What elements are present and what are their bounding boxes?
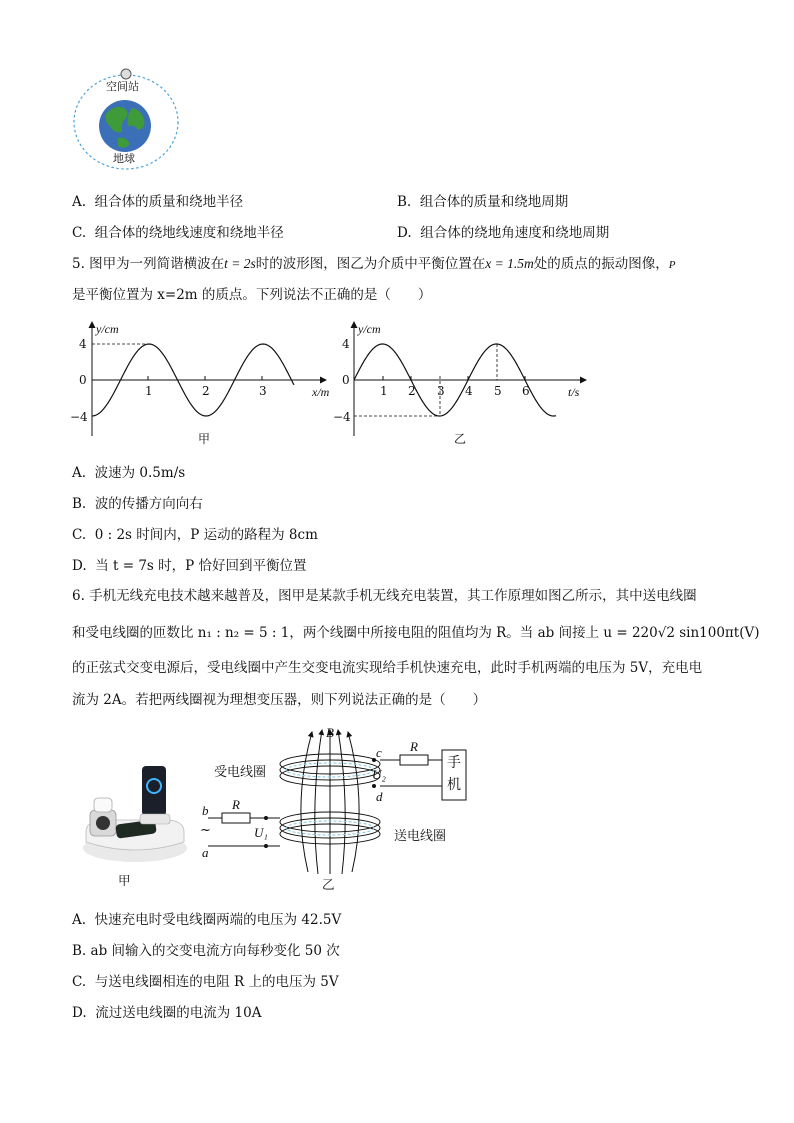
vibration-graph-yi	[333, 316, 596, 450]
yi-x-tick-4: 4	[465, 384, 473, 398]
yi-y-label: y/cm	[358, 322, 381, 336]
q6-option-a	[72, 911, 341, 929]
q6-option-b	[72, 942, 340, 960]
space-station-label: 空间站	[106, 80, 139, 93]
coil-circuit-diagram	[196, 724, 476, 896]
q5-option-d	[72, 557, 307, 575]
jia-caption: 甲	[198, 432, 211, 446]
wireless-charger-photo	[80, 762, 190, 868]
field-line	[315, 730, 322, 874]
stem-text: 5. 图甲为一列简谐横波在	[72, 256, 225, 272]
stem-math: x = 1.5m	[485, 256, 534, 271]
label-field-B: B	[326, 725, 334, 740]
resistor-bottom	[222, 813, 250, 823]
option-letter: B.	[72, 943, 87, 959]
stem-text: 处的质点的振动图像，	[533, 256, 669, 272]
option-text: 0 : 2s 时间内，P 运动的路程为 8cm	[94, 527, 318, 543]
jia-x-tick-2: 2	[202, 384, 210, 398]
jia-y-tick-neg4: −4	[70, 410, 88, 424]
option-text: 当 t = 7s 时，P 恰好回到平衡位置	[95, 558, 307, 574]
label-ac-source: ~	[200, 823, 211, 838]
option-text: ab 间输入的交变电流方向每秒变化 50 次	[90, 943, 340, 959]
stem-math: P	[668, 259, 676, 271]
yi-y-tick-neg4: −4	[333, 410, 351, 424]
label-terminal-a: a	[202, 845, 209, 860]
yi-y-tick-0: 0	[342, 373, 350, 387]
wave-graph-jia	[66, 316, 336, 450]
option-text: 组合体的质量和绕地周期	[419, 194, 569, 210]
q6-stem-line3: 的正弦式交变电源后，受电线圈中产生交变电流实现给手机快速充电，此时手机两端的电压为 5V，充电电	[72, 660, 703, 676]
earth-label: 地球	[113, 152, 135, 165]
option-letter: B.	[72, 496, 87, 512]
option-letter: C.	[72, 527, 87, 543]
label-U1: U₁	[254, 825, 268, 840]
caption-yi-circuit: 乙	[322, 877, 335, 892]
option-text: 波的传播方向向右	[94, 496, 203, 512]
label-terminal-c: c	[376, 745, 382, 760]
jia-y-tick-0: 0	[79, 373, 87, 387]
option-text: 快速充电时受电线圈两端的电压为 42.5V	[94, 912, 342, 928]
option-letter: C.	[72, 225, 87, 241]
space-station-figure	[66, 64, 186, 176]
option-letter: B.	[397, 194, 412, 210]
q4-option-d	[397, 224, 609, 242]
q5-option-a	[72, 464, 185, 482]
phone-box-label-2: 机	[447, 777, 461, 793]
jia-x-tick-3: 3	[259, 384, 267, 398]
q5-option-c	[72, 526, 318, 544]
q5-option-b	[72, 495, 203, 513]
label-terminal-d: d	[376, 789, 383, 804]
yi-x-tick-6: 6	[522, 384, 530, 398]
q6-stem-line4: 流为 2A。若把两线圈视为理想变压器，则下列说法正确的是（ ）	[72, 692, 487, 708]
option-text: 波速为 0.5m/s	[94, 465, 186, 481]
yi-x-tick-5: 5	[494, 384, 502, 398]
field-line	[348, 732, 359, 872]
yi-x-tick-3: 3	[437, 384, 445, 398]
option-letter: D.	[397, 225, 412, 241]
jia-y-label: y/cm	[96, 322, 119, 336]
label-U2: U₂	[372, 767, 386, 782]
yi-x-tick-2: 2	[408, 384, 416, 398]
field-line	[338, 730, 345, 874]
q5-stem-line1	[72, 255, 676, 274]
option-text: 组合体的绕地角速度和绕地周期	[420, 225, 610, 241]
label-receive-coil: 受电线圈	[214, 765, 267, 780]
jia-x-tick-1: 1	[145, 384, 153, 398]
caption-jia-charger: 甲	[118, 873, 131, 888]
option-text: 流过送电线圈的电流为 10A	[95, 1005, 262, 1021]
q4-option-c	[72, 224, 284, 242]
q4-option-b	[397, 193, 568, 211]
stem-math: t = 2s	[224, 256, 256, 271]
label-resistor-bottom: R	[232, 797, 240, 812]
jia-y-tick-4: 4	[79, 337, 87, 351]
option-letter: A.	[72, 194, 87, 210]
q6-stem-line2: 和受电线圈的匝数比 n₁ : n₂ = 5 : 1，两个线圈中所接电阻的阻值均为 R。当 ab 间接上 u = 220√2 sin100πt(V)	[72, 625, 760, 641]
yi-x-label: t/s	[568, 385, 580, 399]
q6-stem-line1: 6. 手机无线充电技术越来越普及，图甲是某款手机无线充电装置，其工作原理如图乙所示，其中送电线圈	[72, 588, 697, 604]
option-text: 与送电线圈相连的电阻 R 上的电压为 5V	[94, 974, 339, 990]
stem-text: 时的波形图，图乙为介质中平衡位置在	[255, 256, 486, 272]
option-letter: C.	[72, 974, 87, 990]
jia-x-label: x/m	[312, 385, 330, 399]
label-terminal-b: b	[202, 803, 209, 818]
option-letter: D.	[72, 558, 87, 574]
yi-caption: 乙	[454, 432, 467, 446]
option-letter: A.	[72, 465, 87, 481]
label-send-coil: 送电线圈	[394, 829, 447, 844]
label-resistor-top: R	[410, 739, 418, 754]
option-letter: D.	[72, 1005, 87, 1021]
resistor-top	[400, 755, 428, 765]
field-line	[301, 732, 312, 872]
q6-option-d	[72, 1004, 261, 1022]
q6-option-c	[72, 973, 339, 991]
option-letter: A.	[72, 912, 87, 928]
q5-stem-line2: 是平衡位置为 x=2m 的质点。下列说法不正确的是（ ）	[72, 287, 432, 303]
yi-x-tick-1: 1	[380, 384, 388, 398]
phone-box-label-1: 手	[447, 755, 461, 771]
option-text: 组合体的质量和绕地半径	[94, 194, 244, 210]
option-text: 组合体的绕地线速度和绕地半径	[94, 225, 284, 241]
q4-option-a	[72, 193, 243, 211]
yi-y-tick-4: 4	[342, 337, 350, 351]
